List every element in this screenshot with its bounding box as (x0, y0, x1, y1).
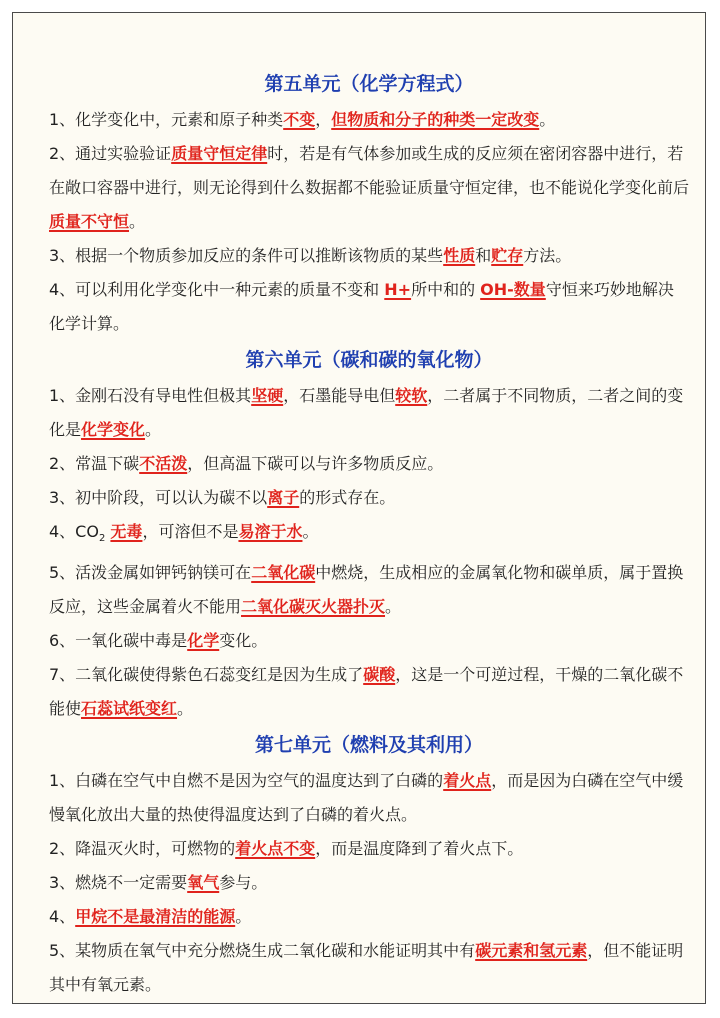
list-item (49, 764, 689, 832)
text-run: 5、活泼金属如钾钙钠镁可在 (49, 563, 252, 583)
key-term: 不变 (283, 110, 316, 129)
list-item (49, 556, 689, 624)
key-term: 贮存 (491, 246, 524, 265)
section-title: 第五单元（化学方程式） (264, 73, 474, 95)
text-run: 变化。 (219, 631, 268, 651)
key-term: 二氧化碳 (251, 563, 316, 583)
text-run: 守恒来巧妙地解决化学计算。 (49, 280, 674, 333)
text-run: 4、 (49, 907, 76, 927)
list-item (49, 379, 689, 447)
key-term: 石蕊试纸变红 (81, 699, 178, 719)
text-run: 3、根据一个物质参加反应的条件可以推断该物质的某些 (49, 246, 444, 265)
list-item (49, 934, 689, 1002)
key-term: 较软 (395, 386, 428, 405)
list-item (49, 900, 689, 934)
text-run: ，而是因为白磷在空气中缓慢氧化放出大量的热使得温度达到了白磷的着火点。 (49, 771, 684, 825)
text-run: ，但不能证明其中有氧元素。 (49, 941, 684, 995)
text-run: 5、某物质在氧气中充分燃烧生成二氧化碳和水能证明其中有 (49, 941, 476, 961)
text-run: 。 (145, 420, 162, 439)
text-run: ，可溶但不是 (142, 522, 239, 541)
text-run: 时，若是有气体参加或生成的反应须在密闭容器中进行，若在敞口容器中进行，则无论得到什么数据都不能验证质量守恒定律，也不能说化学变化前后 (49, 144, 690, 197)
text-run: 。 (129, 212, 146, 231)
key-term: 二氧化碳灭火器扑灭 (241, 597, 386, 617)
text-run: ，二者属于不同物质，二者之间的变化是 (49, 386, 684, 439)
text-run: 参与。 (219, 873, 268, 893)
text-run: 1、金刚石没有导电性但极其 (49, 386, 252, 405)
list-item (49, 515, 689, 556)
key-term: 着火点 (443, 771, 492, 791)
text-run: 。 (177, 699, 194, 719)
key-term: 甲烷不是最清洁的能源 (75, 907, 236, 927)
text-run: 方法。 (523, 246, 572, 265)
list-item (49, 239, 689, 273)
text-run: 中燃烧，生成相应的金属氧化物和碳单质，属于置换反应，这些金属着火不能用 (49, 563, 684, 617)
text-run: ，但高温下碳可以与许多物质反应。 (187, 454, 444, 473)
text-run: 和 (475, 246, 492, 265)
key-term: 坚硬 (251, 386, 284, 405)
key-term: 无毒 (110, 522, 143, 541)
key-term: 化学 (187, 631, 220, 651)
key-term: 质量守恒定律 (171, 144, 268, 163)
list-item (49, 137, 689, 239)
text-run: 1、化学变化中，元素和原子种类 (49, 110, 284, 129)
key-term: 易溶于水 (238, 522, 303, 541)
text-run: ，石墨能导电但 (283, 386, 396, 405)
text-run: 4、CO (49, 522, 99, 541)
key-term: 碳酸 (363, 665, 396, 685)
text-run: 6、一氧化碳中毒是 (49, 631, 188, 651)
key-term: 化学变化 (81, 420, 146, 439)
text-run: ，而是温度降到了着火点下。 (315, 839, 524, 859)
key-term: 碳元素和氢元素 (475, 941, 588, 961)
subscript: 2 (98, 533, 106, 545)
key-term: OH-数量 (480, 280, 546, 299)
text-run: 的形式存在。 (299, 488, 396, 507)
text-run: 。 (302, 522, 319, 541)
text-run: ， (315, 110, 332, 129)
text-run: 。 (385, 597, 402, 617)
list-item (49, 447, 689, 481)
list-item (49, 866, 689, 900)
key-term: 不活泼 (139, 454, 188, 473)
key-term: 氧气 (187, 873, 220, 893)
list-item (49, 103, 689, 137)
key-term: 性质 (443, 246, 476, 265)
text-run: 2、降温灭火时，可燃物的 (49, 839, 236, 859)
key-term: 但物质和分子的种类一定改变 (331, 110, 540, 129)
text-run: 1、白磷在空气中自燃不是因为空气的温度达到了白磷的 (49, 771, 444, 791)
list-item (49, 658, 689, 726)
key-term: H+ (384, 280, 412, 299)
list-item (49, 273, 689, 341)
list-item (49, 624, 689, 658)
key-term: 着火点不变 (235, 839, 316, 859)
text-run: 2、常温下碳 (49, 454, 140, 473)
text-run: 3、燃烧不一定需要 (49, 873, 188, 893)
section-title: 第七单元（燃料及其利用） (254, 734, 483, 757)
list-item (49, 481, 689, 515)
text-run: 3、初中阶段，可以认为碳不以 (49, 488, 268, 507)
text-run: ，这是一个可逆过程，干燥的二氧化碳不能使 (49, 665, 684, 719)
notes-content (49, 65, 689, 1002)
text-run: 。 (235, 907, 252, 927)
text-run: 4、可以利用化学变化中一种元素的质量不变和 (49, 280, 385, 299)
text-run: 2、通过实验验证 (49, 144, 172, 163)
key-term: 质量不守恒 (49, 212, 130, 231)
document-page (12, 12, 706, 1004)
key-term: 离子 (267, 488, 300, 507)
section-title: 第六单元（碳和碳的氧化物） (245, 349, 493, 371)
text-run: 所中和的 (411, 280, 481, 299)
text-run: 7、二氧化碳使得紫色石蕊变红是因为生成了 (49, 665, 364, 685)
text-run: 。 (539, 110, 556, 129)
list-item (49, 832, 689, 866)
